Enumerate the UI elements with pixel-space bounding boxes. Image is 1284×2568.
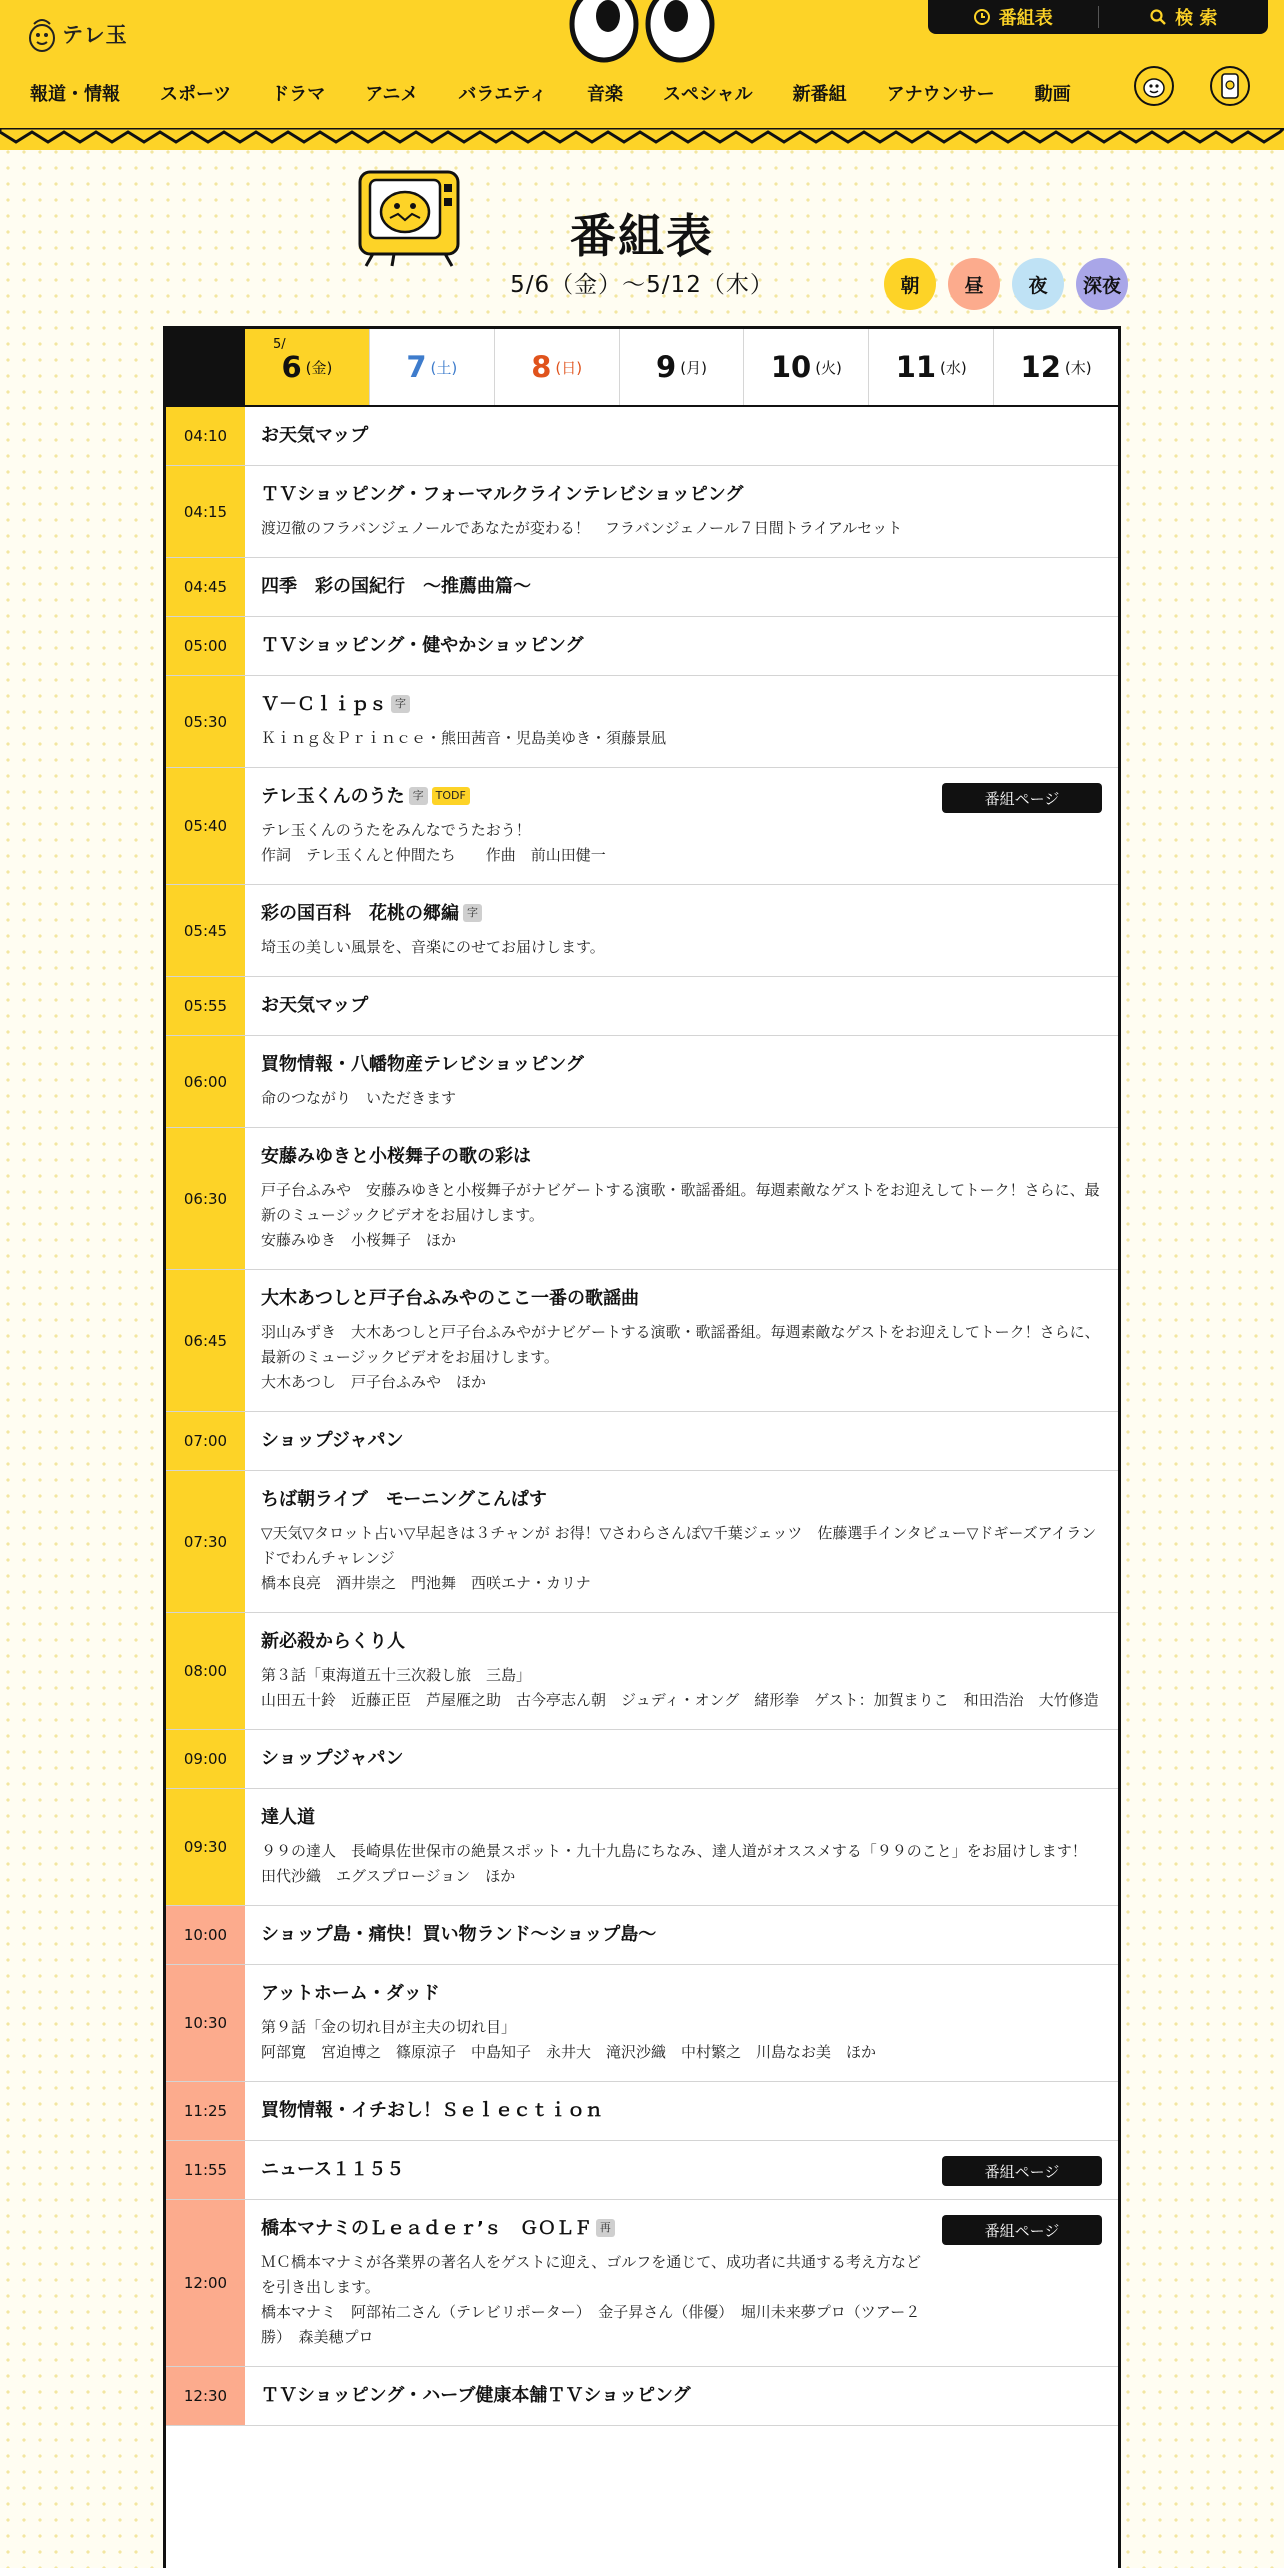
time-filter-button[interactable]: 朝 bbox=[884, 258, 936, 310]
day-tab-weekday: (金) bbox=[305, 358, 333, 377]
program-tag-badge: 字 bbox=[409, 787, 428, 805]
program-row bbox=[166, 617, 1118, 676]
nav-item[interactable]: アナウンサー bbox=[886, 84, 995, 105]
program-description-line: 戸子台ふみや 安藤みゆきと小桜舞子がナビゲートする演歌・歌謡番組。毎週素敵なゲストをお迎えしてトーク！さらに、最新のミュージックビデオをお届けします。 bbox=[261, 1181, 1100, 1224]
program-title: ＴＶショッピング・ハーブ健康本舗ＴＶショッピング bbox=[261, 2385, 691, 2406]
program-details bbox=[245, 2082, 1118, 2140]
program-row bbox=[166, 558, 1118, 617]
clock-icon bbox=[973, 8, 991, 26]
day-tab-date: 10 bbox=[770, 350, 812, 384]
program-details bbox=[245, 1471, 1118, 1612]
program-title-line[interactable] bbox=[261, 2098, 1102, 2124]
program-tag-badge: 再 bbox=[596, 2219, 615, 2237]
program-title-line[interactable] bbox=[261, 784, 928, 810]
program-details bbox=[245, 1128, 1118, 1269]
program-title-line[interactable] bbox=[261, 1144, 1102, 1170]
program-time: 12:00 bbox=[166, 2200, 245, 2366]
program-title-line[interactable] bbox=[261, 1922, 1102, 1948]
program-title: 安藤みゆきと小桜舞子の歌の彩は bbox=[261, 1146, 531, 1167]
program-title-line[interactable] bbox=[261, 2157, 928, 2183]
program-title: アットホーム・ダッド bbox=[261, 1983, 440, 2004]
program-title: 新必殺からくり人 bbox=[261, 1631, 405, 1652]
program-description-line: 阿部寛 宮迫博之 篠原涼子 中島知子 永井大 滝沢沙織 中村繁之 川島なお美 ほか bbox=[261, 2043, 877, 2061]
program-time: 12:30 bbox=[166, 2367, 245, 2425]
program-time: 06:30 bbox=[166, 1128, 245, 1269]
day-tab[interactable] bbox=[743, 329, 868, 405]
day-tab-weekday: (木) bbox=[1064, 358, 1092, 377]
day-tab-date: 6 bbox=[281, 350, 302, 384]
program-details bbox=[245, 558, 1118, 616]
program-tag-badge: 字 bbox=[391, 695, 410, 713]
program-page-button[interactable]: 番組ページ bbox=[942, 2215, 1102, 2245]
program-details bbox=[245, 2200, 1118, 2366]
program-description-line: 山田五十鈴 近藤正臣 芦屋雁之助 古今亭志ん朝 ジュディ・オング 緒形拳 ゲスト：加賀まりこ 和田浩治 大竹修造 bbox=[261, 1691, 1099, 1709]
program-details bbox=[245, 1906, 1118, 1964]
nav-item[interactable]: スポーツ bbox=[160, 84, 232, 105]
program-list bbox=[166, 407, 1118, 2426]
program-description-line: 第３話「東海道五十三次殺し旅 三島」 bbox=[261, 1666, 532, 1684]
character-face-icon bbox=[1141, 73, 1167, 99]
program-title: 彩の国百科 花桃の郷編 bbox=[261, 903, 459, 924]
program-row bbox=[166, 1036, 1118, 1128]
program-title: ちば朝ライブ モーニングこんぱす bbox=[261, 1489, 547, 1510]
day-tab[interactable] bbox=[369, 329, 494, 405]
program-title: 達人道 bbox=[261, 1807, 315, 1828]
program-details bbox=[245, 466, 1118, 557]
program-details bbox=[245, 768, 1118, 884]
program-title-line[interactable] bbox=[261, 1981, 1102, 2007]
program-title: ＴＶショッピング・フォーマルクラインテレビショッピング bbox=[261, 484, 744, 505]
program-row bbox=[166, 1613, 1118, 1730]
program-time: 04:45 bbox=[166, 558, 245, 616]
program-description-line: 羽山みずき 大木あつしと戸子台ふみやがナビゲートする演歌・歌謡番組。毎週素敵なゲストをお迎えしてトーク！さらに、最新のミュージックビデオをお届けします。 bbox=[261, 1323, 1100, 1366]
program-row bbox=[166, 2082, 1118, 2141]
day-tab[interactable] bbox=[494, 329, 619, 405]
program-description-line: 渡辺徹のフラバンジェノールであなたが変わる！ フラバンジェノール７日間トライアルセット bbox=[261, 519, 903, 537]
program-title-line[interactable] bbox=[261, 574, 1102, 600]
day-tab[interactable] bbox=[245, 329, 369, 405]
program-description bbox=[261, 818, 928, 868]
program-row bbox=[166, 977, 1118, 1036]
program-title: テレ玉くんのうた bbox=[261, 786, 405, 807]
program-title: 買物情報・八幡物産テレビショッピング bbox=[261, 1054, 584, 1075]
program-description-line: テレ玉くんのうたをみんなでうたおう！ bbox=[261, 821, 531, 839]
tele-tama-mascot-icon bbox=[28, 14, 56, 54]
program-row bbox=[166, 768, 1118, 885]
day-tab-month: 5/ bbox=[273, 337, 286, 352]
program-description-line: 作詞 テレ玉くんと仲間たち 作曲 前山田健一 bbox=[261, 846, 606, 864]
program-details bbox=[245, 617, 1118, 675]
program-description-line: 安藤みゆき 小桜舞子 ほか bbox=[261, 1231, 457, 1249]
program-description bbox=[261, 1663, 1102, 1713]
program-time: 10:00 bbox=[166, 1906, 245, 1964]
program-time: 09:00 bbox=[166, 1730, 245, 1788]
program-description-line: 埼玉の美しい風景を、音楽にのせてお届けします。 bbox=[261, 938, 605, 956]
nav-item[interactable]: 動画 bbox=[1034, 84, 1071, 105]
program-row bbox=[166, 1906, 1118, 1965]
day-tab[interactable] bbox=[868, 329, 993, 405]
site-logo[interactable] bbox=[28, 14, 128, 54]
date-range: 5/6（金）〜5/12（木） bbox=[510, 272, 774, 298]
program-title-line[interactable] bbox=[261, 901, 1102, 927]
day-tab[interactable] bbox=[993, 329, 1118, 405]
program-details bbox=[245, 1965, 1118, 2081]
program-title: ショップ島・痛快！買い物ランド～ショップ島～ bbox=[261, 1924, 657, 1945]
nav-item[interactable]: ドラマ bbox=[271, 84, 326, 105]
program-title: ニュース１１５５ bbox=[261, 2159, 405, 2180]
program-tag-badge: TODF bbox=[432, 787, 470, 805]
program-title-line[interactable] bbox=[261, 2383, 1102, 2409]
program-title: 大木あつしと戸子台ふみやのここ一番の歌謡曲 bbox=[261, 1288, 639, 1309]
program-row bbox=[166, 1730, 1118, 1789]
schedule-link-label: 番組表 bbox=[998, 8, 1053, 29]
program-details bbox=[245, 2141, 1118, 2199]
program-description-line: Ｋｉｎｇ＆Ｐｒｉｎｃｅ・熊田茜音・児島美ゆき・須藤景凪 bbox=[261, 729, 667, 747]
program-title-line[interactable] bbox=[261, 633, 1102, 659]
time-filter-button[interactable]: 昼 bbox=[948, 258, 1000, 310]
program-title-line[interactable] bbox=[261, 1286, 1102, 1312]
program-title: 買物情報・イチおし！Ｓｅｌｅｃｔｉｏｎ bbox=[261, 2100, 603, 2121]
program-details bbox=[245, 2367, 1118, 2425]
program-time: 06:45 bbox=[166, 1270, 245, 1411]
program-details bbox=[245, 1613, 1118, 1729]
program-title-line[interactable] bbox=[261, 1487, 1102, 1513]
program-title: Ｖ－Ｃｌｉｐｓ bbox=[261, 694, 387, 715]
program-description bbox=[261, 726, 1102, 751]
day-tab-weekday: (日) bbox=[555, 358, 583, 377]
program-details bbox=[245, 1789, 1118, 1905]
nav-item[interactable]: 新番組 bbox=[792, 84, 847, 105]
program-title-line[interactable] bbox=[261, 1805, 1102, 1831]
program-row bbox=[166, 1965, 1118, 2082]
program-description bbox=[261, 2015, 1102, 2065]
header-zigzag-edge bbox=[0, 128, 1284, 152]
program-time: 07:30 bbox=[166, 1471, 245, 1612]
program-time: 11:25 bbox=[166, 2082, 245, 2140]
day-tab-date: 11 bbox=[895, 350, 937, 384]
program-time: 06:00 bbox=[166, 1036, 245, 1127]
program-description-line: ＭＣ橋本マナミが各業界の著名人をゲストに迎え、ゴルフを通じて、成功者に共通する考え方などを引き出します。 bbox=[261, 2253, 922, 2296]
search-link-label: 検 索 bbox=[1175, 8, 1218, 29]
program-row bbox=[166, 2141, 1118, 2200]
program-description bbox=[261, 1086, 1102, 1111]
program-details bbox=[245, 407, 1118, 465]
program-row bbox=[166, 676, 1118, 768]
day-tab-weekday: (水) bbox=[940, 358, 967, 377]
day-tabs-corner bbox=[166, 329, 245, 405]
program-description-line: ▽天気▽タロット占い▽早起きは３チャンが お得！▽さわらさんぽ▽千葉ジェッツ 佐藤選手インタビュー▽ドギーズアイランドでわんチャレンジ bbox=[261, 1524, 1097, 1567]
nav-item[interactable]: スペシャル bbox=[662, 84, 753, 105]
program-description-line: 橋本マナミ 阿部祐二さん（テレビリポーター） 金子昇さん（俳優） 堀川未来夢プロ（ツアー２勝） 森美穂プロ bbox=[261, 2303, 921, 2346]
program-row bbox=[166, 885, 1118, 977]
program-details bbox=[245, 676, 1118, 767]
schedule-link[interactable] bbox=[928, 4, 1098, 30]
program-time: 07:00 bbox=[166, 1412, 245, 1470]
tele-tama-character-badge-icon[interactable] bbox=[1134, 66, 1174, 106]
day-tab-weekday: (月) bbox=[680, 358, 707, 377]
program-time: 08:00 bbox=[166, 1613, 245, 1729]
day-tab[interactable] bbox=[619, 329, 744, 405]
program-row bbox=[166, 2367, 1118, 2426]
program-description bbox=[261, 1320, 1102, 1395]
site-header bbox=[0, 0, 1284, 150]
program-title-line[interactable] bbox=[261, 692, 1102, 718]
program-details bbox=[245, 977, 1118, 1035]
program-row bbox=[166, 1471, 1118, 1613]
program-description-line: 田代沙織 エグスプロージョン ほか bbox=[261, 1867, 516, 1885]
time-filter-button[interactable]: 夜 bbox=[1012, 258, 1064, 310]
program-description-line: 大木あつし 戸子台ふみや ほか bbox=[261, 1373, 487, 1391]
day-tab-weekday: (火) bbox=[815, 358, 842, 377]
program-time: 05:40 bbox=[166, 768, 245, 884]
tele-tama-app-badge-icon[interactable] bbox=[1210, 66, 1250, 106]
program-details bbox=[245, 1036, 1118, 1127]
program-title-line[interactable] bbox=[261, 1746, 1102, 1772]
program-title-line[interactable] bbox=[261, 1052, 1102, 1078]
program-time: 04:15 bbox=[166, 466, 245, 557]
logo-text: テレ玉 bbox=[62, 23, 128, 47]
program-details bbox=[245, 1412, 1118, 1470]
nav-item[interactable]: 報道・情報 bbox=[30, 84, 120, 105]
program-time: 05:55 bbox=[166, 977, 245, 1035]
program-title: 四季 彩の国紀行 ～推薦曲篇～ bbox=[261, 576, 531, 597]
program-description bbox=[261, 1521, 1102, 1596]
program-row bbox=[166, 1412, 1118, 1471]
day-tab-date: 12 bbox=[1020, 350, 1061, 384]
program-title: ショップジャパン bbox=[261, 1430, 404, 1451]
program-title-line[interactable] bbox=[261, 1629, 1102, 1655]
program-title: お天気マップ bbox=[261, 995, 369, 1016]
program-page-button[interactable]: 番組ページ bbox=[942, 2156, 1102, 2186]
program-description-line: 第９話「金の切れ目が主夫の切れ目」 bbox=[261, 2018, 517, 2036]
day-tab-weekday: (土) bbox=[430, 358, 458, 377]
program-description bbox=[261, 1839, 1102, 1889]
program-tag-badge: 字 bbox=[463, 904, 482, 922]
program-row bbox=[166, 1128, 1118, 1270]
program-title-line[interactable] bbox=[261, 993, 1102, 1019]
nav-item[interactable]: バラエティ bbox=[458, 84, 547, 105]
phone-icon bbox=[1219, 73, 1241, 99]
program-description-line: 橋本良亮 酒井崇之 門池舞 西咲エナ・カリナ bbox=[261, 1574, 591, 1592]
program-details bbox=[245, 885, 1118, 976]
time-of-day-filters bbox=[884, 258, 1128, 310]
page-title: 番組表 bbox=[570, 209, 714, 263]
program-description bbox=[261, 1178, 1102, 1253]
program-time: 05:45 bbox=[166, 885, 245, 976]
day-tab-date: 7 bbox=[406, 350, 427, 384]
header-topbar bbox=[928, 0, 1268, 34]
program-title: ＴＶショッピング・健やかショッピング bbox=[261, 635, 584, 656]
program-time: 10:30 bbox=[166, 1965, 245, 2081]
program-details bbox=[245, 1730, 1118, 1788]
program-title-line[interactable] bbox=[261, 423, 1102, 449]
program-description-line: 命のつながり いただきます bbox=[261, 1089, 457, 1107]
program-title-line[interactable] bbox=[261, 2216, 928, 2242]
nav-item[interactable]: 音楽 bbox=[586, 84, 623, 105]
program-time: 09:30 bbox=[166, 1789, 245, 1905]
day-tabs bbox=[166, 329, 1118, 407]
program-description bbox=[261, 935, 1102, 960]
program-time: 04:10 bbox=[166, 407, 245, 465]
program-time: 05:00 bbox=[166, 617, 245, 675]
program-title: 橋本マナミのＬｅａｄｅｒ’ｓ ＧＯＬＦ bbox=[261, 2218, 592, 2239]
program-title-line[interactable] bbox=[261, 1428, 1102, 1454]
program-page-button[interactable]: 番組ページ bbox=[942, 783, 1102, 813]
search-link[interactable] bbox=[1099, 4, 1269, 30]
program-description bbox=[261, 2250, 928, 2350]
nav-item[interactable]: アニメ bbox=[365, 84, 419, 105]
day-tab-date: 8 bbox=[531, 350, 552, 384]
program-row bbox=[166, 2200, 1118, 2367]
search-icon bbox=[1149, 8, 1167, 26]
mascot-eyes-icon bbox=[568, 0, 716, 64]
program-description bbox=[261, 516, 1102, 541]
time-filter-button[interactable]: 深夜 bbox=[1076, 258, 1128, 310]
program-time: 05:30 bbox=[166, 676, 245, 767]
program-title: お天気マップ bbox=[261, 425, 369, 446]
program-title-line[interactable] bbox=[261, 482, 1102, 508]
program-time: 11:55 bbox=[166, 2141, 245, 2199]
main-nav bbox=[30, 80, 1111, 106]
program-row bbox=[166, 466, 1118, 558]
day-tab-date: 9 bbox=[656, 350, 677, 384]
program-title: ショップジャパン bbox=[261, 1748, 404, 1769]
program-details bbox=[245, 1270, 1118, 1411]
program-row bbox=[166, 407, 1118, 466]
program-row bbox=[166, 1789, 1118, 1906]
program-description-line: ９９の達人 長崎県佐世保市の絶景スポット・九十九島にちなみ、達人道がオススメする「９９のこと」をお届けします！ bbox=[261, 1842, 1087, 1860]
program-schedule bbox=[163, 326, 1121, 2568]
program-row bbox=[166, 1270, 1118, 1412]
